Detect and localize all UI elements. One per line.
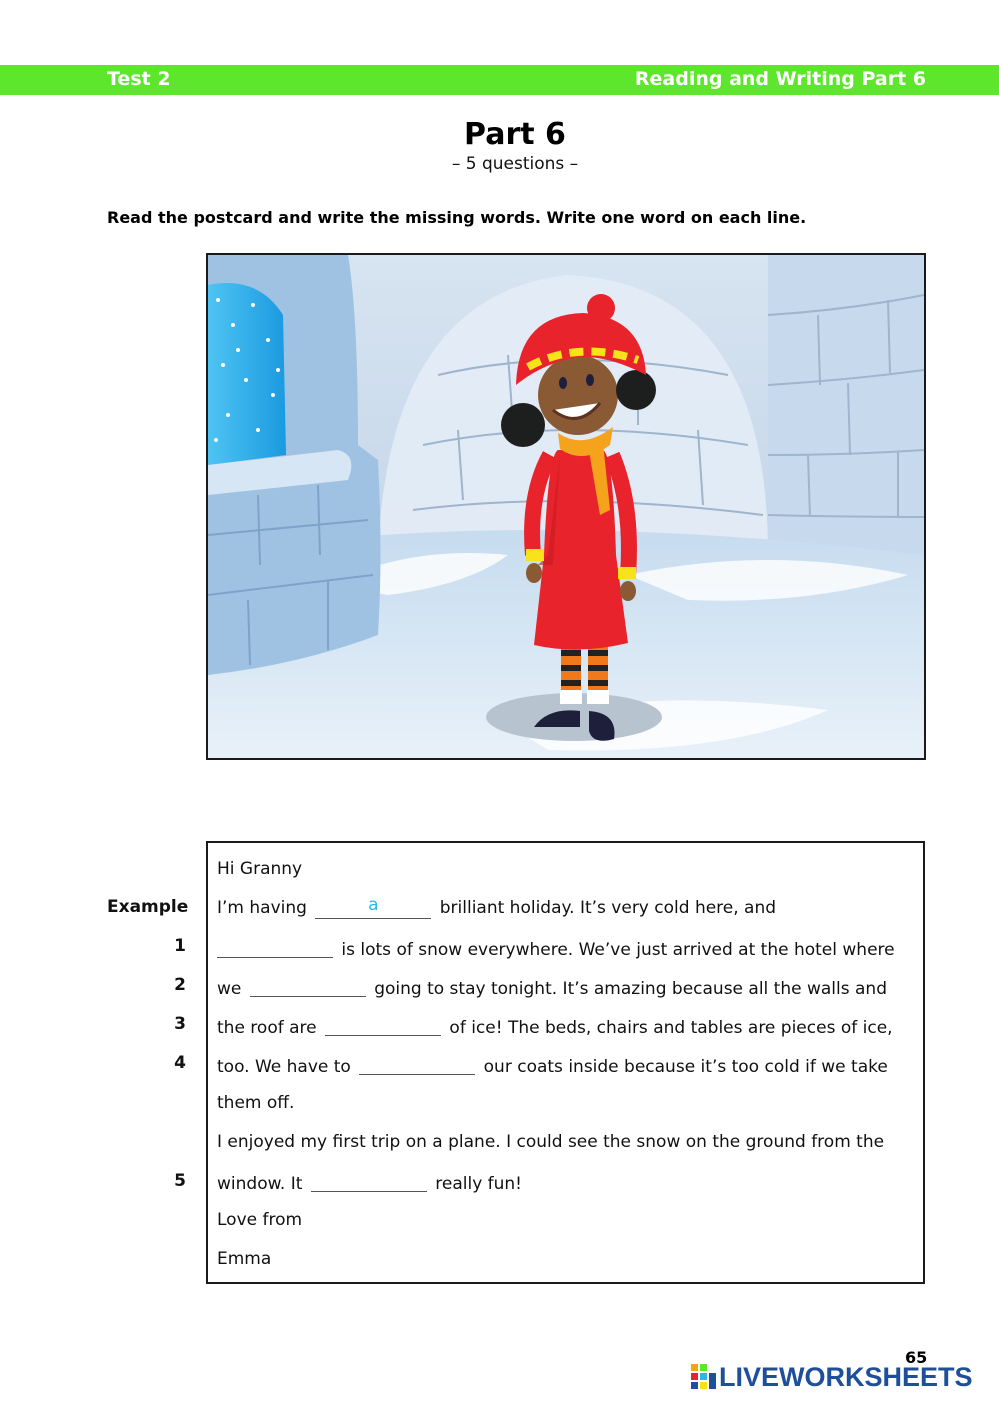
postcard-line-example (217, 895, 777, 918)
example-answer: a (368, 895, 379, 915)
postcard-signature: Emma (217, 1249, 272, 1269)
answer-input-2[interactable] (250, 979, 366, 997)
postcard-line-q3 (217, 1015, 893, 1038)
answer-input-1[interactable] (217, 940, 333, 958)
text-segment: really fun! (435, 1174, 523, 1194)
postcard-line-q5 (217, 1171, 522, 1194)
text-segment: window. It (217, 1174, 303, 1194)
text-segment: our coats inside because it’s too cold if we take (483, 1057, 888, 1077)
label-question-5: 5 (174, 1171, 186, 1191)
label-example: Example (107, 897, 189, 917)
label-question-4: 4 (174, 1053, 186, 1073)
liveworksheets-watermark (691, 1362, 973, 1392)
answer-input-4[interactable] (359, 1057, 475, 1075)
text-segment: brilliant holiday. It’s very cold here, and (439, 898, 777, 918)
text-segment: I’m having (217, 898, 307, 918)
text-segment: of ice! The beds, chairs and tables are pieces of ice, (449, 1018, 893, 1038)
text-segment: the roof are (217, 1018, 317, 1038)
liveworksheets-logo-icon (691, 1364, 716, 1390)
page-number: 65 (905, 1348, 928, 1367)
postcard-greeting: Hi Granny (217, 859, 303, 879)
answer-input-3[interactable] (325, 1018, 441, 1036)
text-segment: is lots of snow everywhere. We’ve just arrived at the hotel where (341, 940, 895, 960)
ice-hotel-illustration-icon (208, 255, 924, 758)
label-question-1: 1 (174, 936, 186, 956)
text-segment: we (217, 979, 242, 999)
postcard-closing: Love from (217, 1210, 303, 1230)
postcard-line-7: I enjoyed my first trip on a plane. I could see the snow on the ground from the (217, 1132, 885, 1152)
page-title: Part 6 (464, 117, 566, 152)
instructions: Read the postcard and write the missing words. Write one word on each line. (107, 208, 807, 227)
page-subtitle: – 5 questions – (451, 154, 579, 174)
postcard-line-q2 (217, 976, 887, 999)
postcard-line-6: them off. (217, 1093, 295, 1113)
text-segment: too. We have to (217, 1057, 351, 1077)
header-test-label: Test 2 (107, 68, 171, 90)
header-bar (0, 65, 999, 95)
header-section-label: Reading and Writing Part 6 (634, 68, 926, 90)
postcard-line-q4 (217, 1054, 888, 1077)
postcard-text-box (206, 841, 925, 1284)
label-question-2: 2 (174, 975, 186, 995)
illustration (206, 253, 926, 760)
example-answer-blank (315, 895, 431, 919)
postcard-line-q1 (217, 937, 895, 960)
label-question-3: 3 (174, 1014, 186, 1034)
watermark-text: LIVEWORKSHEETS (719, 1361, 973, 1392)
answer-input-5[interactable] (311, 1174, 427, 1192)
text-segment: going to stay tonight. It’s amazing because all the walls and (374, 979, 887, 999)
